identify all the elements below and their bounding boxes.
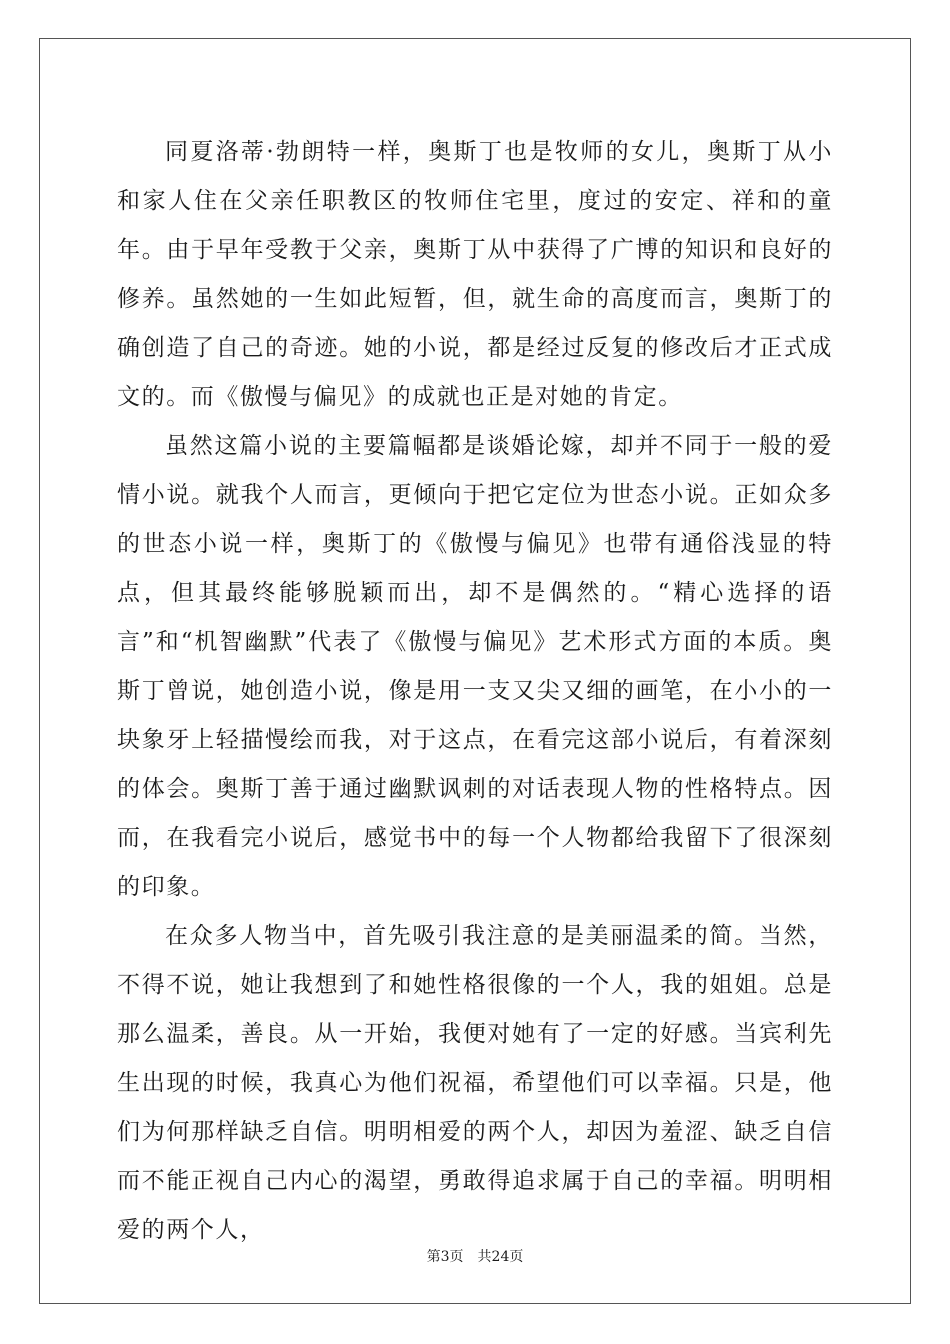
paragraph-3: 在众多人物当中，首先吸引我注意的是美丽温柔的简。当然，不得不说，她让我想到了和她性格很像的一个人，我的姐姐。总是那么温柔，善良。从一开始，我便对她有了一定的好感。当宾利先生出现的时候，我真心为他们祝福，希望他们可以幸福。只是，他们为何那样缺乏自信。明明相爱的两个人，却因为羞涩、缺乏自信而不能正视自己内心的渴望，勇敢得追求属于自己的幸福。明明相爱的两个人，: [117, 923, 833, 1243]
paragraph-2: 虽然这篇小说的主要篇幅都是谈婚论嫁，却并不同于一般的爱情小说。就我个人而言，更倾向于把它定位为世态小说。正如众多的世态小说一样，奥斯丁的《傲慢与偏见》也带有通俗浅显的特点，但其最终能够脱颖而出，却不是偶然的。“精心选择的语言”和“机智幽默”代表了《傲慢与偏见》艺术形式方面的本质。奥斯丁曾说，她创造小说，像是用一支又尖又细的画笔，在小小的一块象牙上轻描慢绘而我，对于这点，在看完这部小说后，有着深刻的体会。奥斯丁善于通过幽默讽刺的对话表现人物的性格特点。因而，在我看完小说后，感觉书中的每一个人物都给我留下了很深刻的印象。: [117, 433, 833, 900]
page-footer: [0, 1246, 950, 1266]
document-body: [117, 128, 833, 1255]
paragraph-1: 同夏洛蒂·勃朗特一样，奥斯丁也是牧师的女儿，奥斯丁从小和家人住在父亲任职教区的牧师住宅里，度过的安定、祥和的童年。由于早年受教于父亲，奥斯丁从中获得了广博的知识和良好的修养。虽然她的一生如此短暂，但，就生命的高度而言，奥斯丁的确创造了自己的奇迹。她的小说，都是经过反复的修改后才正式成文的。而《傲慢与偏见》的成就也正是对她的肯定。: [117, 139, 833, 410]
current-page-label: 第3页: [426, 1249, 464, 1265]
total-pages-label: 共24页: [477, 1249, 524, 1265]
